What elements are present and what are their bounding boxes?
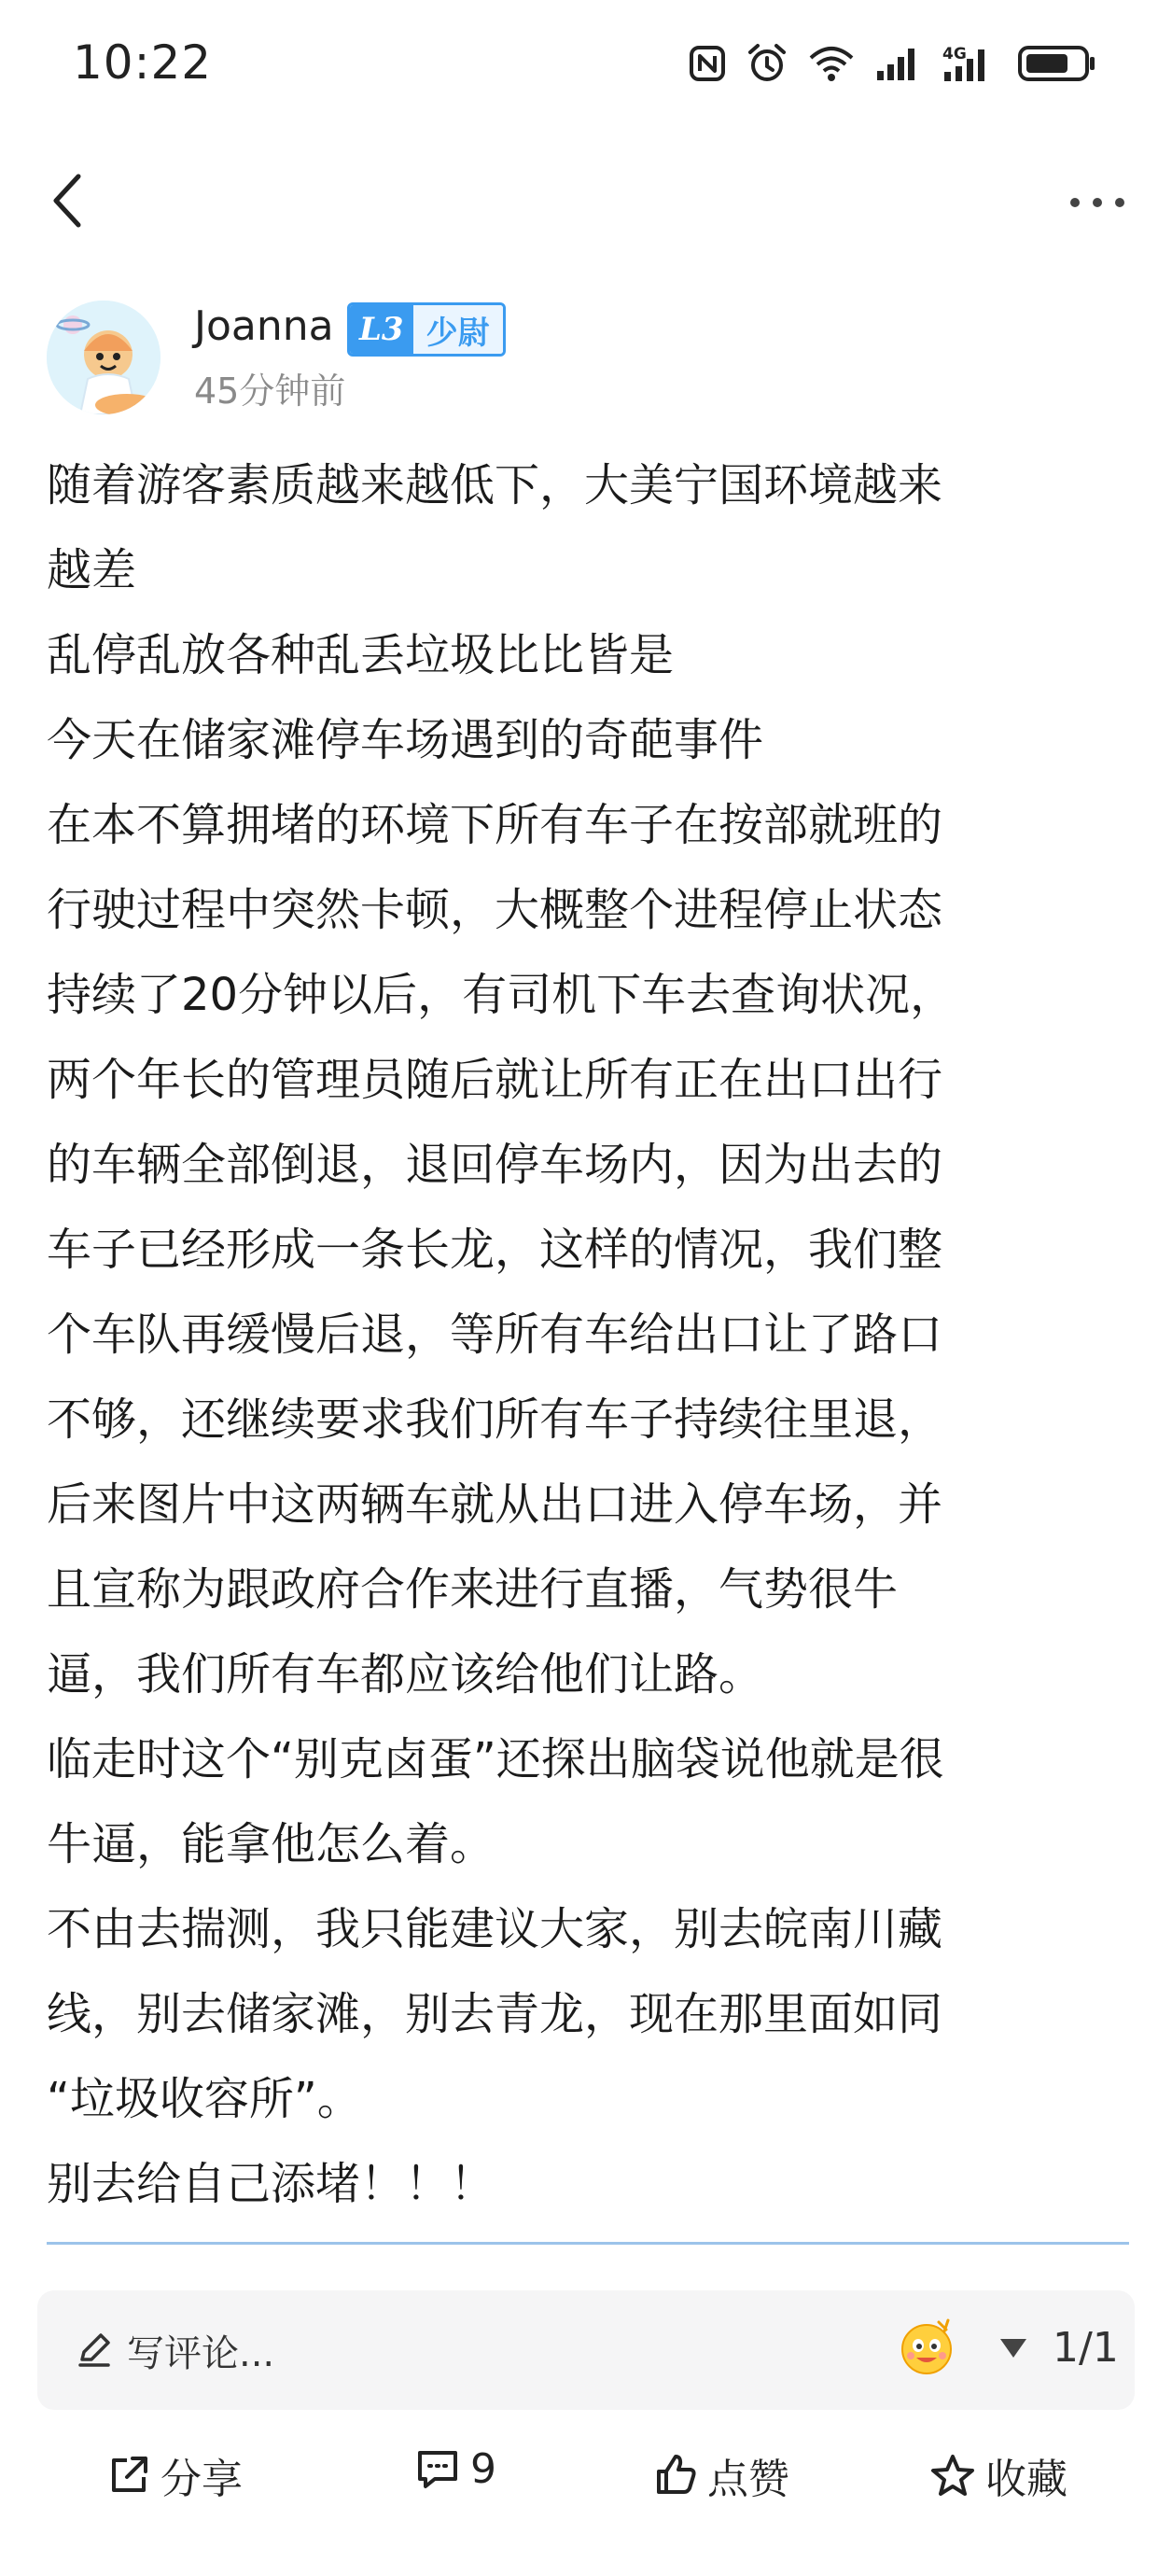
post-line: 不够，还继续要求我们所有车子持续往里退，	[47, 1393, 943, 1446]
author-header	[47, 301, 1129, 420]
comment-placeholder[interactable]: 写评论...	[127, 2332, 275, 2375]
share-button[interactable]	[106, 2445, 243, 2505]
post-line: 行驶过程中突然卡顿，大概整个进程停止状态	[47, 884, 943, 936]
level-badge	[347, 302, 506, 357]
signal-icon	[875, 45, 922, 82]
comment-input-bar[interactable]	[37, 2290, 1135, 2410]
pencil-icon	[75, 2330, 114, 2369]
svg-text:4G: 4G	[942, 45, 967, 63]
post-line: 临走时这个“别克卤蛋”还探出脑袋说他就是很	[47, 1733, 944, 1785]
wifi-icon	[808, 45, 855, 82]
post-line: 乱停乱放各种乱丢垃圾比比皆是	[47, 629, 675, 681]
post-line: 后来图片中这两辆车就从出口进入停车场，并	[47, 1478, 943, 1531]
comment-icon	[414, 2447, 461, 2492]
post-content	[47, 443, 1129, 2227]
status-bar	[0, 0, 1172, 140]
content-divider	[47, 2242, 1129, 2245]
nav-bar	[0, 159, 1172, 243]
post-line: 不由去揣测，我只能建议大家，别去皖南川藏	[47, 1903, 943, 1955]
comment-count: 9	[470, 2445, 496, 2493]
nfc-icon	[689, 45, 726, 82]
post-line: 越差	[47, 544, 137, 596]
alarm-icon	[746, 43, 788, 84]
post-line: 线，别去储家滩，别去青龙，现在那里面如同	[47, 1988, 943, 2040]
post-line: 在本不算拥堵的环境下所有车子在按部就班的	[47, 799, 943, 851]
level-title: 少尉	[413, 305, 503, 354]
post-line: 两个年长的管理员随后就让所有正在出口出行	[47, 1054, 943, 1106]
author-name[interactable]: Joanna	[194, 302, 334, 350]
page-indicator[interactable]: 1/1	[1053, 2324, 1119, 2372]
post-line: 的车辆全部倒退，退回停车场内，因为出去的	[47, 1139, 943, 1191]
post-line: “垃圾收容所”。	[47, 2073, 362, 2125]
post-line: 且宣称为跟政府合作来进行直播，气势很牛	[47, 1563, 899, 1616]
post-line: 今天在储家滩停车场遇到的奇葩事件	[47, 714, 764, 766]
4g-signal-icon	[942, 44, 997, 83]
share-label: 分享	[160, 2456, 243, 2503]
thumbs-up-icon	[653, 2453, 698, 2498]
like-label: 点赞	[707, 2456, 789, 2503]
post-line: 别去给自己添堵！！！	[47, 2158, 495, 2210]
post-time: 45分钟前	[194, 371, 346, 412]
more-horizontal-icon	[1067, 195, 1127, 210]
favorite-button[interactable]	[929, 2445, 1067, 2505]
level-number: L3	[350, 305, 413, 354]
favorite-label: 收藏	[985, 2456, 1067, 2503]
post-line: 随着游客素质越来越低下，大美宁国环境越来	[47, 459, 943, 511]
status-icons	[689, 43, 1097, 84]
emoji-icon[interactable]	[896, 2317, 957, 2378]
avatar[interactable]	[47, 301, 160, 414]
comment-button[interactable]	[414, 2445, 496, 2493]
chevron-left-icon	[49, 173, 86, 229]
like-button[interactable]	[653, 2445, 789, 2505]
back-button[interactable]	[39, 168, 95, 233]
star-icon	[929, 2453, 976, 2498]
battery-icon	[1017, 45, 1097, 82]
post-line: 牛逼，能拿他怎么着。	[47, 1818, 495, 1870]
post-line: 车子已经形成一条长龙，这样的情况，我们整	[47, 1224, 943, 1276]
share-icon	[106, 2453, 151, 2498]
post-line: 逼，我们所有车都应该给他们让路。	[47, 1648, 764, 1701]
more-button[interactable]	[1060, 179, 1135, 226]
caret-down-icon[interactable]	[998, 2337, 1028, 2359]
status-time: 10:22	[73, 35, 213, 90]
action-bar	[0, 2436, 1172, 2520]
post-line: 个车队再缓慢后退，等所有车给出口让了路口	[47, 1309, 943, 1361]
post-line: 持续了20分钟以后，有司机下车去查询状况，	[47, 969, 956, 1021]
